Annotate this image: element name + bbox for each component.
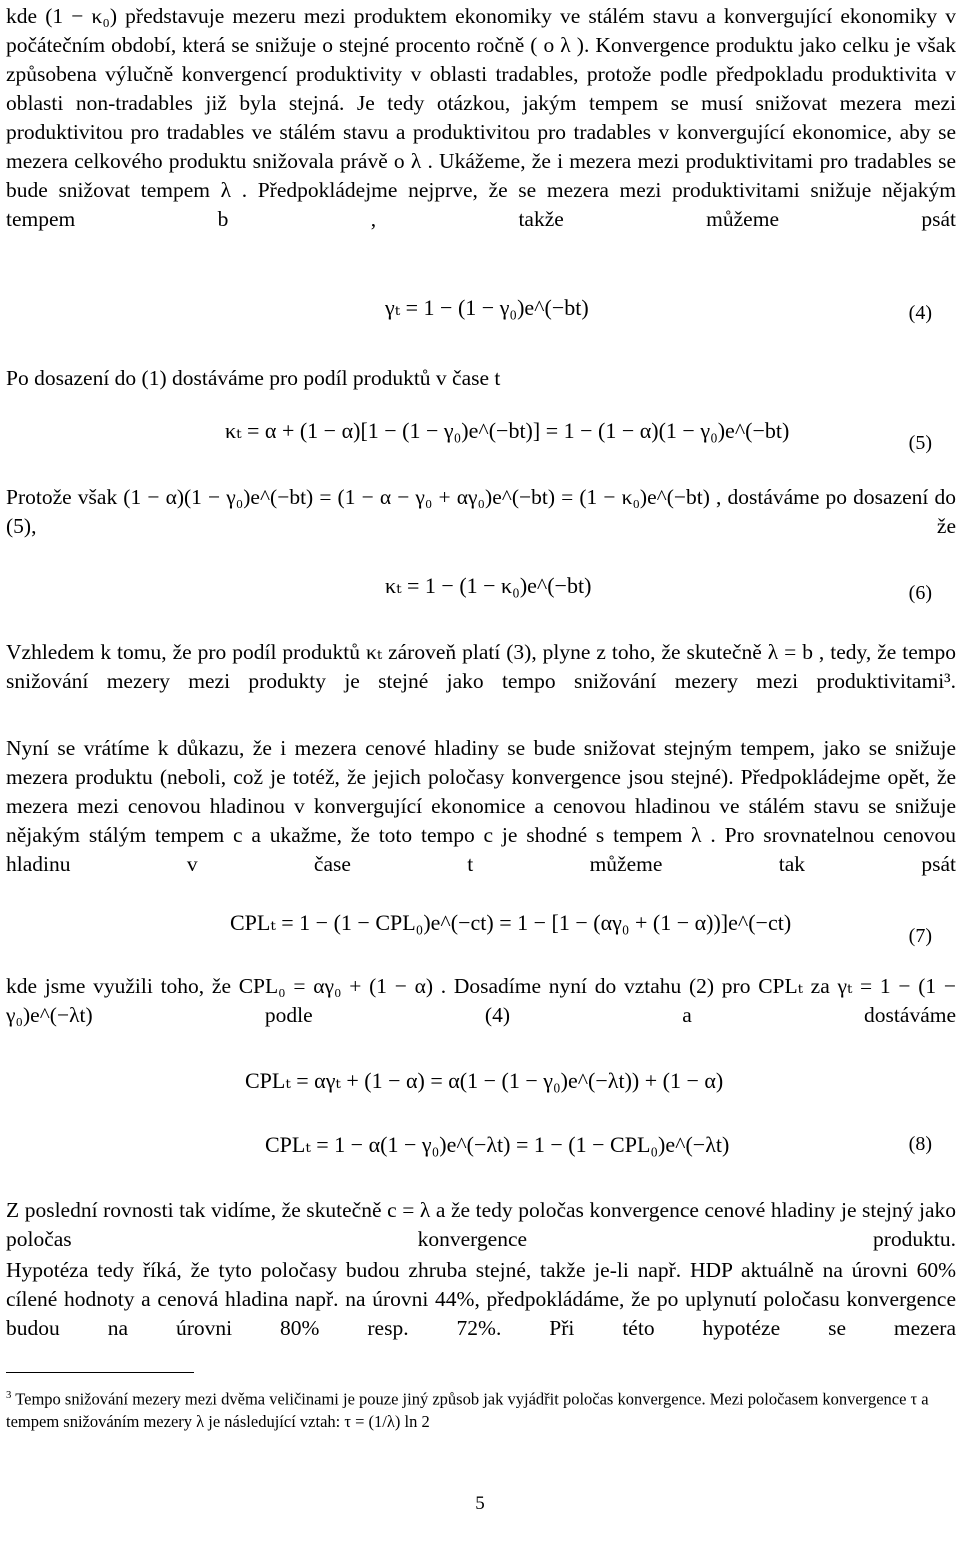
paragraph-hypothesis: Hypotéza tedy říká, že tyto poločasy budou zhruba stejné, takže je-li např. HDP aktuálně na úrovni 60% cílené hodnoty a cenová hladina např. na úrovni 44%, předpokládáme, že po uplynutí poločasu konvergence budou na úrovni 80% resp. 72%. Při této hypotéze se mezera xyxy=(6,1258,956,1340)
paragraph-substitution: Po dosazení do (1) dostáváme pro podíl produktů v čase t xyxy=(6,366,501,390)
paragraph-intro: kde (1 − κ₀) představuje mezeru mezi produktem ekonomiky ve stálém stavu a konvergující ekonomiky v počátečním období, která se snižuje o stejné procento ročně ( o λ ). Konvergence produktu jako celku je však způsobena výlučně konvergencí produktivity v oblasti tradables, protože podle předpokladu produktivita v oblasti non-tradables již byla stejná. Je tedy otázkou, jakým tempem se musí snižovat mezera mezi produktivitou pro tradables ve stálém stavu a produktivitou pro tradables v konvergující ekonomice, aby se mezera celkového produktu snižovala právě o λ . Ukážeme, že i mezera mezi produktivitami pro tradables se bude snižovat tempem λ . Předpokládejme nejprve, že se mezera mezi produktivitami snižuje nějakým tempem b , takže můžeme psát xyxy=(6,4,956,231)
paragraph-conclusion: Z poslední rovnosti tak vidíme, že skutečně c = λ a že tedy poločas konvergence cenové hladiny je stejný jako poločas konvergence produktu. xyxy=(6,1198,956,1251)
footnote-text: Tempo snižování mezery mezi dvěma veličinami je pouze jiný způsob jak vyjádřit poločas konvergence. Mezi poločasem konvergence τ a tempem snižováním mezery λ je následující vztah: τ = (1/λ) ln 2 xyxy=(6,1389,929,1431)
equation-8b: CPLₜ = 1 − α(1 − γ₀)e^(−λt) = 1 − (1 − CPL₀)e^(−λt) xyxy=(265,1132,730,1157)
paragraph-used: kde jsme využili toho, že CPL₀ = αγ₀ + (1 − α) . Dosadíme nyní do vztahu (2) pro CPLₜ za γₜ = 1 − (1 − γ₀)e^(−λt) podle (4) a dostáváme xyxy=(6,974,956,1027)
equation-number-4: (4) xyxy=(908,302,932,324)
equation-number-8: (8) xyxy=(908,1133,932,1155)
footnote-mark: 3 xyxy=(6,1389,12,1401)
equation-number-7: (7) xyxy=(908,925,932,947)
equation-8a: CPLₜ = αγₜ + (1 − α) = α(1 − (1 − γ₀)e^(−λt)) + (1 − α) xyxy=(245,1068,724,1093)
paragraph-price-level: Nyní se vrátíme k důkazu, že i mezera cenové hladiny se bude snižovat stejným tempem, jako se snižuje mezera produktu (neboli, což je totéž, že jejich poločasy konvergence jsou stejné). Předpokládejme opět, že mezera mezi cenovou hladinou v konvergující ekonomice a cenovou hladinou ve stálém stavu se snižuje nějakým stálým tempem c a ukažme, že toto tempo c je shodné s tempem λ . Pro srovnatelnou cenovou hladinu v čase t můžeme tak psát xyxy=(6,736,956,876)
footnote-separator xyxy=(6,1372,194,1373)
equation-5: κₜ = α + (1 − α)[1 − (1 − γ₀)e^(−bt)] = 1 − (1 − α)(1 − γ₀)e^(−bt) xyxy=(225,418,790,443)
paragraph-since: Protože však (1 − α)(1 − γ₀)e^(−bt) = (1 − α − γ₀ + αγ₀)e^(−bt) = (1 − κ₀)e^(−bt) , dostáváme po dosazení do (5), že xyxy=(6,485,956,538)
equation-7: CPLₜ = 1 − (1 − CPL₀)e^(−ct) = 1 − [1 − (αγ₀ + (1 − α))]e^(−ct) xyxy=(230,910,792,935)
equation-4: γₜ = 1 − (1 − γ₀)e^(−bt) xyxy=(385,295,589,320)
equation-number-5: (5) xyxy=(908,432,932,454)
equation-6: κₜ = 1 − (1 − κ₀)e^(−bt) xyxy=(385,573,592,598)
page-number: 5 xyxy=(475,1493,485,1514)
paragraph-given: Vzhledem k tomu, že pro podíl produktů κₜ zároveň platí (3), plyne z toho, že skutečně λ = b , tedy, že tempo snižování mezery mezi produkty je stejné jako tempo snižování mezery mezi produktivitami³. xyxy=(6,640,956,693)
footnote xyxy=(6,1384,956,1433)
equation-number-6: (6) xyxy=(908,582,932,604)
